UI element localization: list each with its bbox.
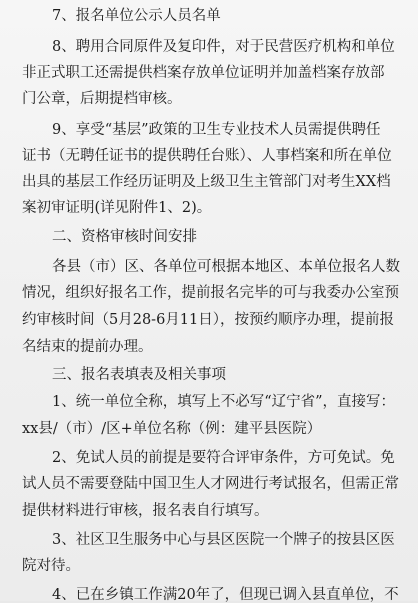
paragraph-line: 4、已在乡镇工作满20年了，但现已调入县直单位，不 <box>52 587 399 603</box>
paragraph-line: 出具的基层工作经历证明及上级卫生主管部门对考生XX档 <box>22 174 391 190</box>
paragraph-line: 证书（无聘任证书的提供聘任台账）、人事档案和所在单位 <box>22 148 392 164</box>
paragraph-line: 情况，组织好报名工作，提前报名完毕的可与我委办公室预 <box>22 285 399 301</box>
paragraph-line: 9、享受“基层”政策的卫生专业技术人员需提供聘任 <box>52 122 381 138</box>
paragraph-line: 案初审证明(详见附件1、2)。 <box>22 200 212 216</box>
paragraph-line: 试人员不需要登陆中国卫生人才网进行考试报名，但需正常 <box>22 476 399 492</box>
paragraph-line: 门公章，后期提档审核。 <box>22 91 182 107</box>
paragraph-line: 2、免试人员的前提是要符合评审条件，方可免试。免 <box>52 450 395 466</box>
paragraph-line: 3、社区卫生服务中心与县区医院一个牌子的按县区医 <box>52 532 395 548</box>
paragraph-line: 院对待。 <box>22 558 80 574</box>
paragraph-line: 1、统一单位全称，填写上不必写“辽宁省”，直接写： <box>52 394 396 410</box>
paragraph-line: 约审核时间（5月28-6月11日），按预约顺序办理，提前报 <box>22 312 394 328</box>
paragraph-line: 提供材料进行审核，报名表自行填写。 <box>22 503 269 519</box>
paragraph-line: 名结束的提前办理。 <box>22 339 153 355</box>
paragraph-line: xx县/（市）/区+单位名称（例：建平县医院） <box>22 421 322 437</box>
paragraph-line: 8、聘用合同原件及复印件，对于民营医疗机构和单位 <box>52 39 395 55</box>
paragraph-line: 7、报名单位公示人员名单 <box>52 8 221 24</box>
paragraph-line: 各县（市）区、各单位可根据本地区、本单位报名人数 <box>52 259 400 275</box>
section-heading: 三、报名表填表及相关事项 <box>52 367 226 383</box>
paragraph-line: 非正式职工还需提供档案存放单位证明并加盖档案存放部 <box>22 65 385 81</box>
section-heading: 二、资格审核时间安排 <box>52 229 197 245</box>
